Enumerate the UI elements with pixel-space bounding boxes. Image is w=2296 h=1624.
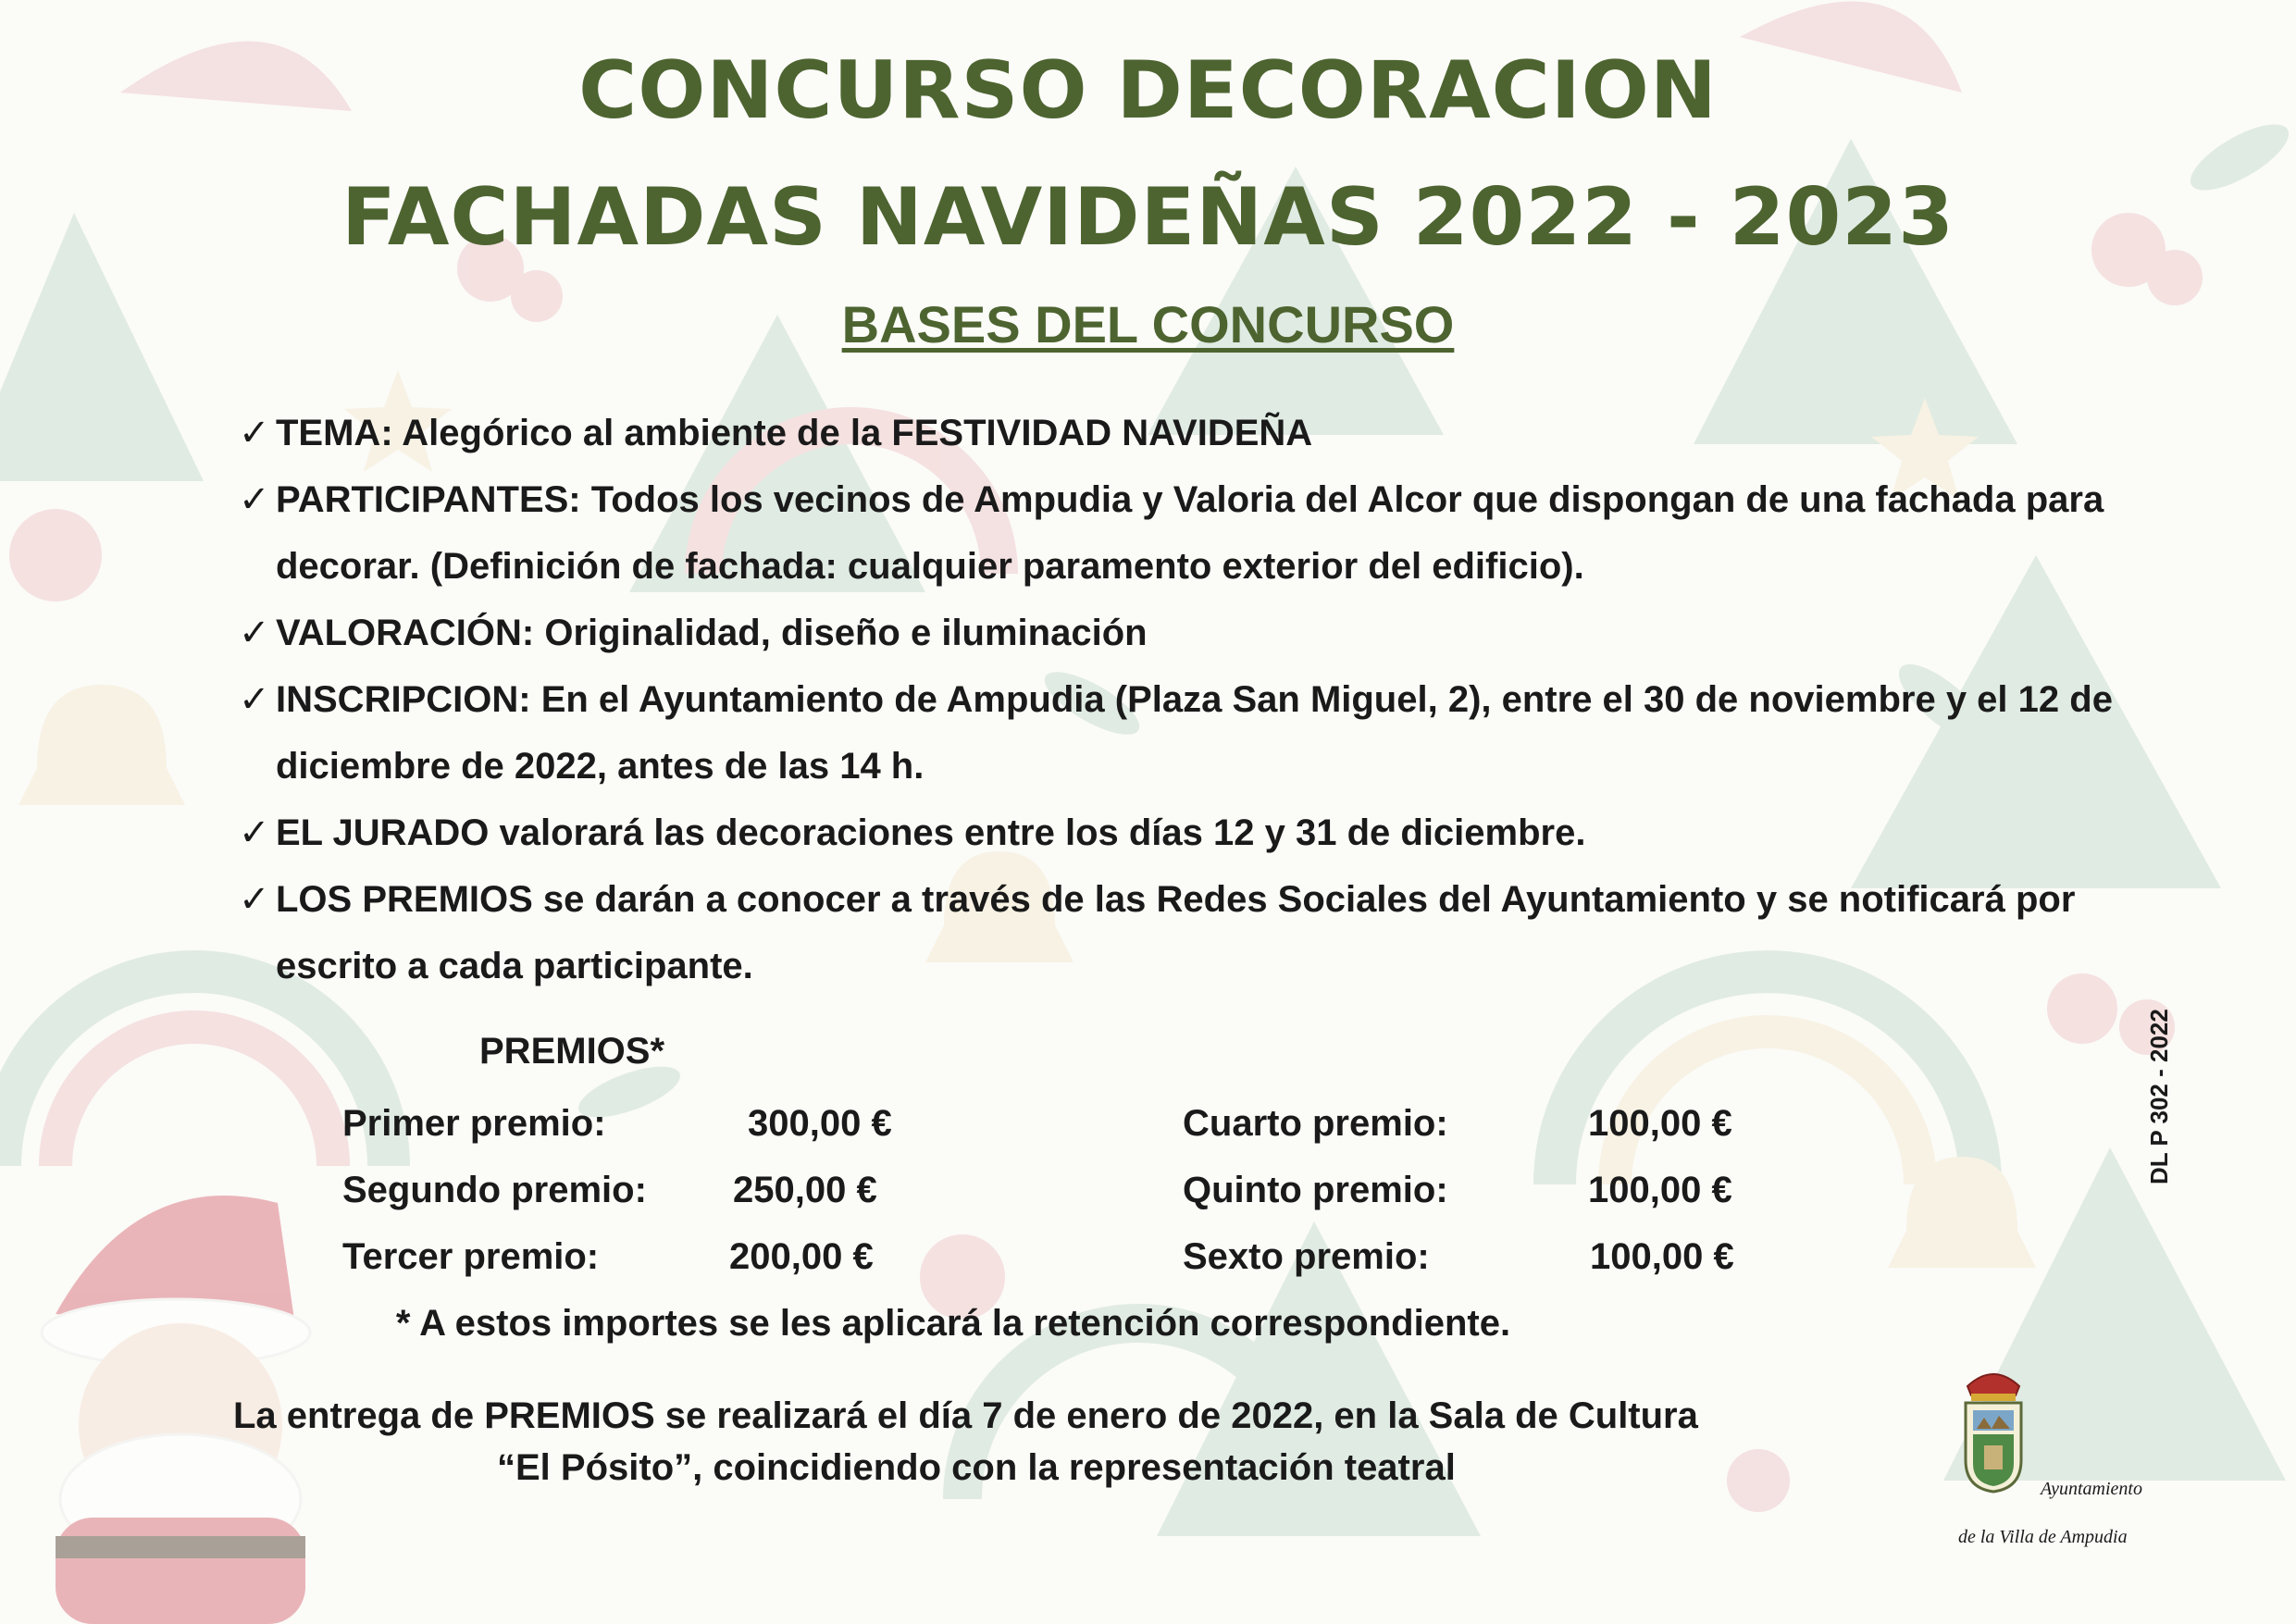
prize-label: Quinto premio:: [1183, 1170, 1448, 1210]
ceremony-line-2: “El Pósito”, coincidiendo con la representación teatral: [497, 1447, 1456, 1488]
rules-list: [239, 400, 2164, 999]
rule-label: EL JURADO: [276, 812, 490, 853]
prizes-title: PREMIOS*: [479, 1031, 665, 1072]
check-icon: ✓: [239, 679, 270, 720]
rule-text: Originalidad, diseño e iluminación: [534, 613, 1148, 653]
prize-amount: 100,00 €: [1590, 1236, 1734, 1277]
prize-label: Cuarto premio:: [1183, 1103, 1448, 1144]
organizer-line-2: de la Villa de Ampudia: [1958, 1527, 2128, 1547]
rule-jurado: [239, 800, 2164, 866]
rule-label: INSCRIPCION:: [276, 679, 531, 720]
check-icon: ✓: [239, 479, 270, 520]
rule-participantes: [239, 466, 2164, 600]
rule-text: valorará las decoraciones entre los días 12 y 31 de diciembre.: [489, 812, 1586, 853]
title-line-2: FACHADAS NAVIDEÑAS 2022 - 2023: [341, 171, 1955, 264]
tax-note: * A estos importes se les aplicará la retención correspondiente.: [395, 1303, 1511, 1344]
ceremony-line-1: La entrega de PREMIOS se realizará el día 7 de enero de 2022, en la Sala de Cultura: [233, 1395, 1698, 1436]
prize-label: Sexto premio:: [1183, 1236, 1430, 1277]
rule-label: TEMA:: [276, 413, 393, 453]
check-icon: ✓: [239, 812, 270, 853]
rule-text: Alegórico al ambiente de la FESTIVIDAD NAVIDEÑA: [392, 413, 1313, 453]
rule-valoracion: [239, 600, 2164, 666]
rule-premios: [239, 866, 2164, 999]
rule-text: Todos los vecinos de Ampudia y Valoria del Alcor que dispongan de una fachada para decorar. (Definición de fachada: cualquier paramento exterior del edificio).: [276, 479, 2104, 587]
rule-label: PARTICIPANTES:: [276, 479, 581, 520]
prize-amount: 200,00 €: [729, 1236, 874, 1277]
check-icon: ✓: [239, 879, 270, 920]
check-icon: ✓: [239, 613, 270, 653]
rule-label: VALORACIÓN:: [276, 613, 535, 653]
prize-amount: 250,00 €: [733, 1170, 877, 1210]
prize-label: Primer premio:: [342, 1103, 606, 1144]
ceremony-text: [233, 1390, 1843, 1494]
rule-text: En el Ayuntamiento de Ampudia (Plaza San Miguel, 2), entre el 30 de noviembre y el 12 de diciembre de 2022, antes de las 14 h.: [276, 679, 2113, 787]
title-line-1: CONCURSO DECORACION: [578, 44, 1718, 137]
prize-amount: 300,00 €: [748, 1103, 892, 1144]
prize-label: Tercer premio:: [342, 1236, 600, 1277]
prize-amount: 100,00 €: [1588, 1103, 1732, 1144]
rule-label: LOS PREMIOS: [276, 879, 533, 920]
coat-of-arms-icon: [1960, 1368, 2027, 1494]
rule-tema: [239, 400, 2164, 466]
prize-amount: 100,00 €: [1588, 1170, 1732, 1210]
check-icon: ✓: [239, 413, 270, 453]
prize-label: Segundo premio:: [342, 1170, 647, 1210]
legal-deposit: DL P 302 - 2022: [2145, 1009, 2173, 1184]
subtitle: BASES DEL CONCURSO: [841, 295, 1455, 353]
rule-inscripcion: [239, 666, 2164, 800]
rule-text: se darán a conocer a través de las Redes Sociales del Ayuntamiento y se notificará por escrito a cada participante.: [276, 879, 2076, 986]
organizer-line-1: Ayuntamiento: [2041, 1479, 2142, 1499]
